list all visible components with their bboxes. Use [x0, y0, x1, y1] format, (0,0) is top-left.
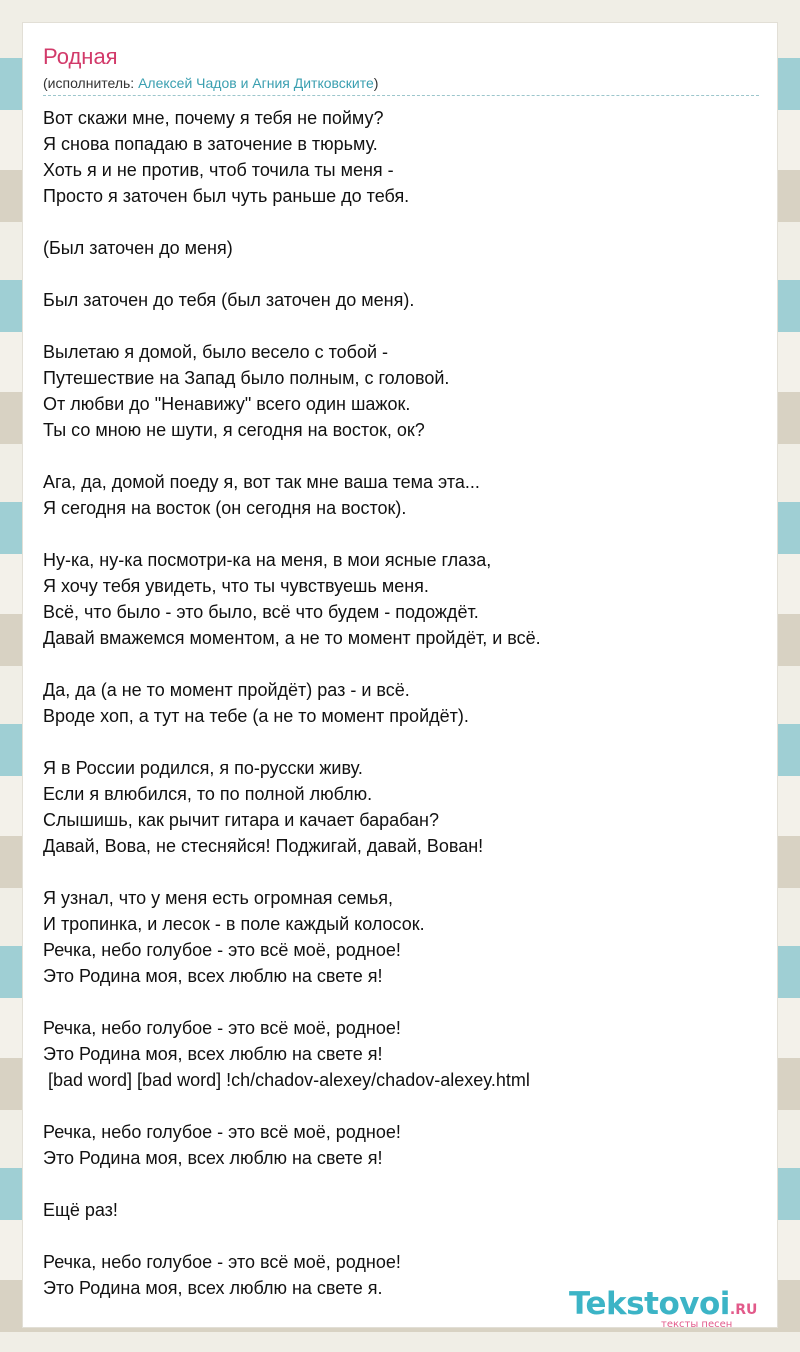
lyrics-blank-line: [43, 261, 759, 287]
lyrics-line: И тропинка, и лесок - в поле каждый колосок.: [43, 914, 425, 934]
lyrics-line: [bad word] [bad word] !ch/chadov-alexey/chadov-alexey.html: [43, 1070, 530, 1090]
lyrics-line: Это Родина моя, всех люблю на свете я.: [43, 1278, 383, 1298]
brand-name: Tekstovoi: [569, 1286, 730, 1322]
lyrics-line: (Был заточен до меня): [43, 238, 233, 258]
artist-suffix: ): [373, 75, 379, 91]
lyrics-line: Это Родина моя, всех люблю на свете я!: [43, 1044, 383, 1064]
artist-line: [43, 73, 759, 96]
lyrics-line: Был заточен до тебя (был заточен до меня).: [43, 290, 415, 310]
lyrics-line: Ещё раз!: [43, 1200, 118, 1220]
lyrics-line: Ага, да, домой поеду я, вот так мне ваша тема эта...: [43, 472, 480, 492]
lyrics-blank-line: [43, 1171, 759, 1197]
lyrics-line: Просто я заточен был чуть раньше до тебя.: [43, 186, 410, 206]
lyrics-line: Ну-ка, ну-ка посмотри-ка на меня, в мои ясные глаза,: [43, 550, 492, 570]
artist-link[interactable]: Алексей Чадов и Агния Дитковските: [138, 75, 374, 91]
lyrics-line: Вылетаю я домой, было весело с тобой -: [43, 342, 389, 362]
lyrics-line: Вроде хоп, а тут на тебе (а не то момент пройдёт).: [43, 706, 469, 726]
lyrics-line: Я хочу тебя увидеть, что ты чувствуешь меня.: [43, 576, 429, 596]
lyrics-blank-line: [43, 521, 759, 547]
lyrics-line: Речка, небо голубое - это всё моё, родное!: [43, 1122, 401, 1142]
lyrics-blank-line: [43, 1223, 759, 1249]
lyrics-line: Давай вмажемся моментом, а не то момент пройдёт, и всё.: [43, 628, 541, 648]
lyrics-line: Хоть я и не против, чтоб точила ты меня -: [43, 160, 394, 180]
lyrics-line: Если я влюбился, то по полной люблю.: [43, 784, 373, 804]
lyrics-blank-line: [43, 729, 759, 755]
lyrics-blank-line: [43, 651, 759, 677]
lyrics-line: Я сегодня на восток (он сегодня на восток).: [43, 498, 407, 518]
lyrics-blank-line: [43, 443, 759, 469]
lyrics-line: Давай, Вова, не стесняйся! Поджигай, давай, Вован!: [43, 836, 484, 856]
lyrics-line: Вот скажи мне, почему я тебя не пойму?: [43, 108, 384, 128]
brand-tld: .RU: [729, 1302, 758, 1318]
lyrics-line: Слышишь, как рычит гитара и качает барабан?: [43, 810, 440, 830]
lyrics-blank-line: [43, 859, 759, 885]
lyrics-blank-line: [43, 209, 759, 235]
lyrics-line: Это Родина моя, всех люблю на свете я!: [43, 966, 383, 986]
lyrics-line: Ты со мною не шути, я сегодня на восток, ок?: [43, 420, 425, 440]
lyrics-blank-line: [43, 989, 759, 1015]
lyrics-line: Путешествие на Запад было полным, с головой.: [43, 368, 450, 388]
brand-tagline: тексты песен: [661, 1319, 733, 1330]
lyrics-line: Речка, небо голубое - это всё моё, родное!: [43, 1018, 401, 1038]
brand-logo: [569, 1287, 779, 1333]
lyrics-line: Всё, что было - это было, всё что будем - подождёт.: [43, 602, 479, 622]
lyrics-line: От любви до "Ненавижу" всего один шажок.: [43, 394, 411, 414]
song-title: Родная: [43, 44, 118, 69]
lyrics-line: Я в России родился, я по-русски живу.: [43, 758, 363, 778]
artist-prefix: (исполнитель:: [43, 75, 139, 91]
lyrics-line: Это Родина моя, всех люблю на свете я!: [43, 1148, 383, 1168]
lyrics-line: Я узнал, что у меня есть огромная семья,: [43, 888, 394, 908]
lyrics-line: Да, да (а не то момент пройдёт) раз - и всё.: [43, 680, 410, 700]
lyrics-line: Речка, небо голубое - это всё моё, родное!: [43, 940, 401, 960]
lyrics-text: [43, 105, 759, 1301]
lyrics-card: [22, 22, 778, 1328]
lyrics-line: Речка, небо голубое - это всё моё, родное!: [43, 1252, 401, 1272]
lyrics-blank-line: [43, 313, 759, 339]
lyrics-line: Я снова попадаю в заточение в тюрьму.: [43, 134, 378, 154]
lyrics-blank-line: [43, 1093, 759, 1119]
